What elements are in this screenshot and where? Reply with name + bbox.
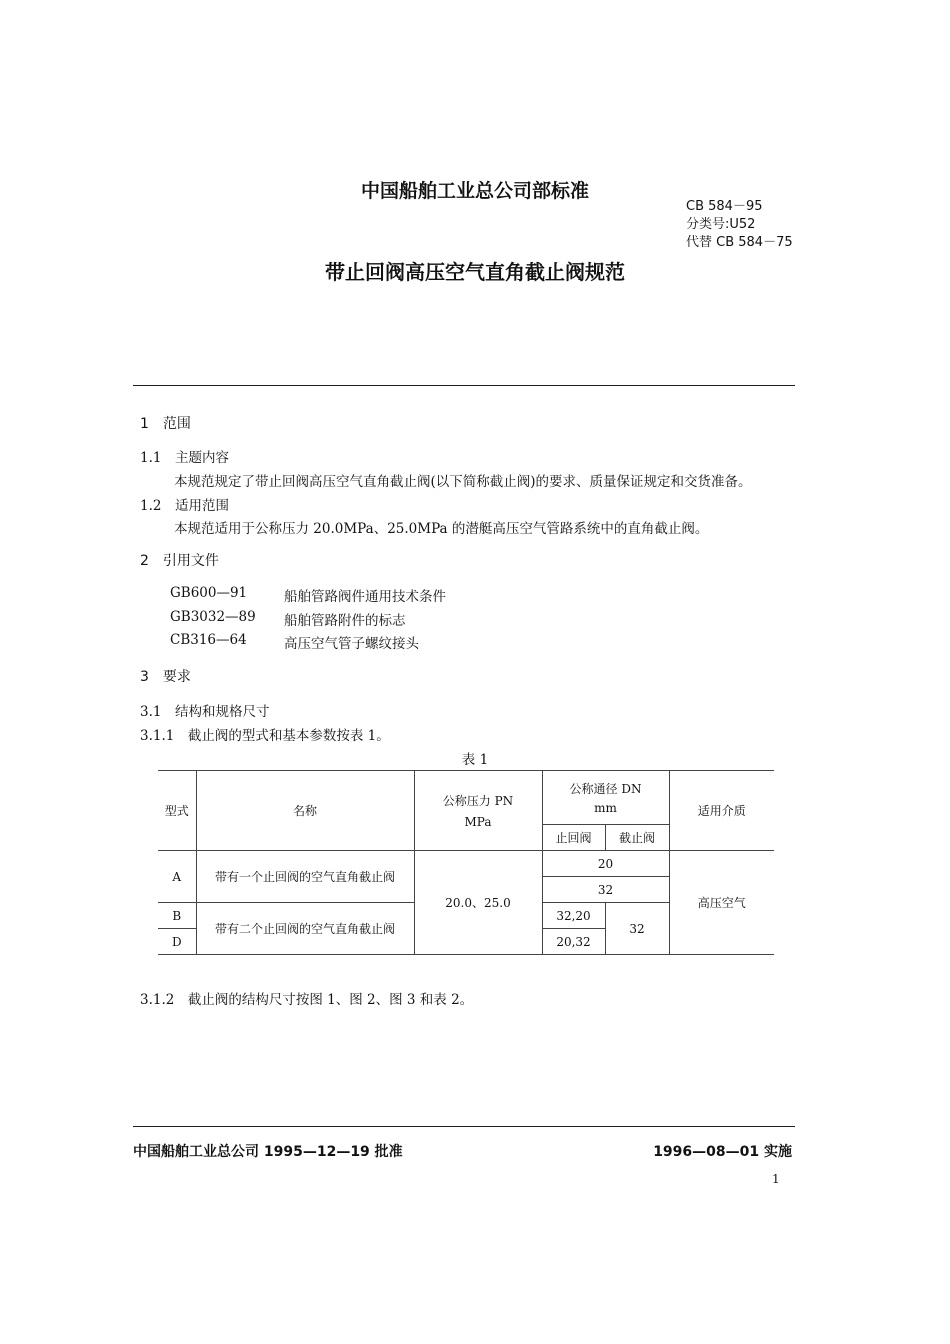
table-1 <box>158 770 774 955</box>
page-number: 1 <box>772 1172 780 1186</box>
section-1-heading: 1 范围 <box>140 416 191 432</box>
section-1-1-text: 本规范规定了带止回阀高压空气直角截止阀(以下简称截止阀)的要求、质量保证规定和交货准备。 <box>174 474 752 490</box>
section-1-2-text: 本规范适用于公称压力 20.0MPa、25.0MPa 的潜艇高压空气管路系统中的直角截止阀。 <box>174 521 709 537</box>
standard-code-block <box>686 198 793 252</box>
header-medium: 适用介质 <box>669 771 774 851</box>
cell-type-d: D <box>158 929 196 955</box>
cell-dn-a2: 32 <box>542 877 669 903</box>
classification-number: 分类号:U52 <box>686 217 756 232</box>
standard-number: CB 584－95 <box>686 199 763 214</box>
section-3-1-heading: 3.1 结构和规格尺寸 <box>140 704 270 720</box>
reference-code: GB3032—89 <box>170 609 256 625</box>
cell-dn-a1: 20 <box>542 851 669 877</box>
section-3-heading: 3 要求 <box>140 669 191 685</box>
organization-title: 中国船舶工业总公司部标准 <box>360 180 589 202</box>
cell-dn-bd-stop: 32 <box>605 903 669 955</box>
header-name: 名称 <box>196 771 414 851</box>
cell-name-a: 带有一个止回阀的空气直角截止阀 <box>196 851 414 903</box>
cell-dn-b-check: 32,20 <box>542 903 605 929</box>
header-check-valve: 止回阀 <box>542 825 605 851</box>
reference-code: GB600—91 <box>170 585 248 601</box>
footer-divider <box>133 1126 795 1127</box>
header-pressure <box>414 771 542 851</box>
header-type: 型式 <box>158 771 196 851</box>
reference-code: CB316—64 <box>170 632 247 648</box>
cell-pressure: 20.0、25.0 <box>414 851 542 955</box>
header-diameter-unit: mm <box>594 801 617 815</box>
header-pressure-label: 公称压力 PN <box>442 794 514 808</box>
header-stop-valve: 截止阀 <box>605 825 669 851</box>
document-title: 带止回阀高压空气直角截止阀规范 <box>325 260 625 284</box>
cell-dn-d-check: 20,32 <box>542 929 605 955</box>
table-1-caption: 表 1 <box>461 752 489 768</box>
cell-type-b: B <box>158 903 196 929</box>
reference-name: 船舶管路附件的标志 <box>284 613 406 629</box>
section-2-heading: 2 引用文件 <box>140 553 219 569</box>
header-divider <box>133 385 795 386</box>
approval-text: 中国船舶工业总公司 1995—12—19 批准 <box>133 1144 403 1160</box>
cell-medium: 高压空气 <box>669 851 774 955</box>
implementation-date: 1996—08—01 实施 <box>653 1144 792 1160</box>
section-1-2-heading: 1.2 适用范围 <box>140 498 229 514</box>
cell-name-bd: 带有二个止回阀的空气直角截止阀 <box>196 903 414 955</box>
replaces-standard: 代替 CB 584－75 <box>686 235 793 250</box>
section-3-1-1-text: 3.1.1 截止阀的型式和基本参数按表 1。 <box>140 728 390 744</box>
reference-name: 船舶管路阀件通用技术条件 <box>284 589 446 605</box>
section-1-1-heading: 1.1 主题内容 <box>140 450 229 466</box>
cell-type-a: A <box>158 851 196 903</box>
section-3-1-2-text: 3.1.2 截止阀的结构尺寸按图 1、图 2、图 3 和表 2。 <box>140 992 474 1008</box>
header-diameter <box>542 771 669 825</box>
header-diameter-label: 公称通径 DN <box>569 782 642 796</box>
header-pressure-unit: MPa <box>464 815 492 829</box>
reference-name: 高压空气管子螺纹接头 <box>284 636 419 652</box>
